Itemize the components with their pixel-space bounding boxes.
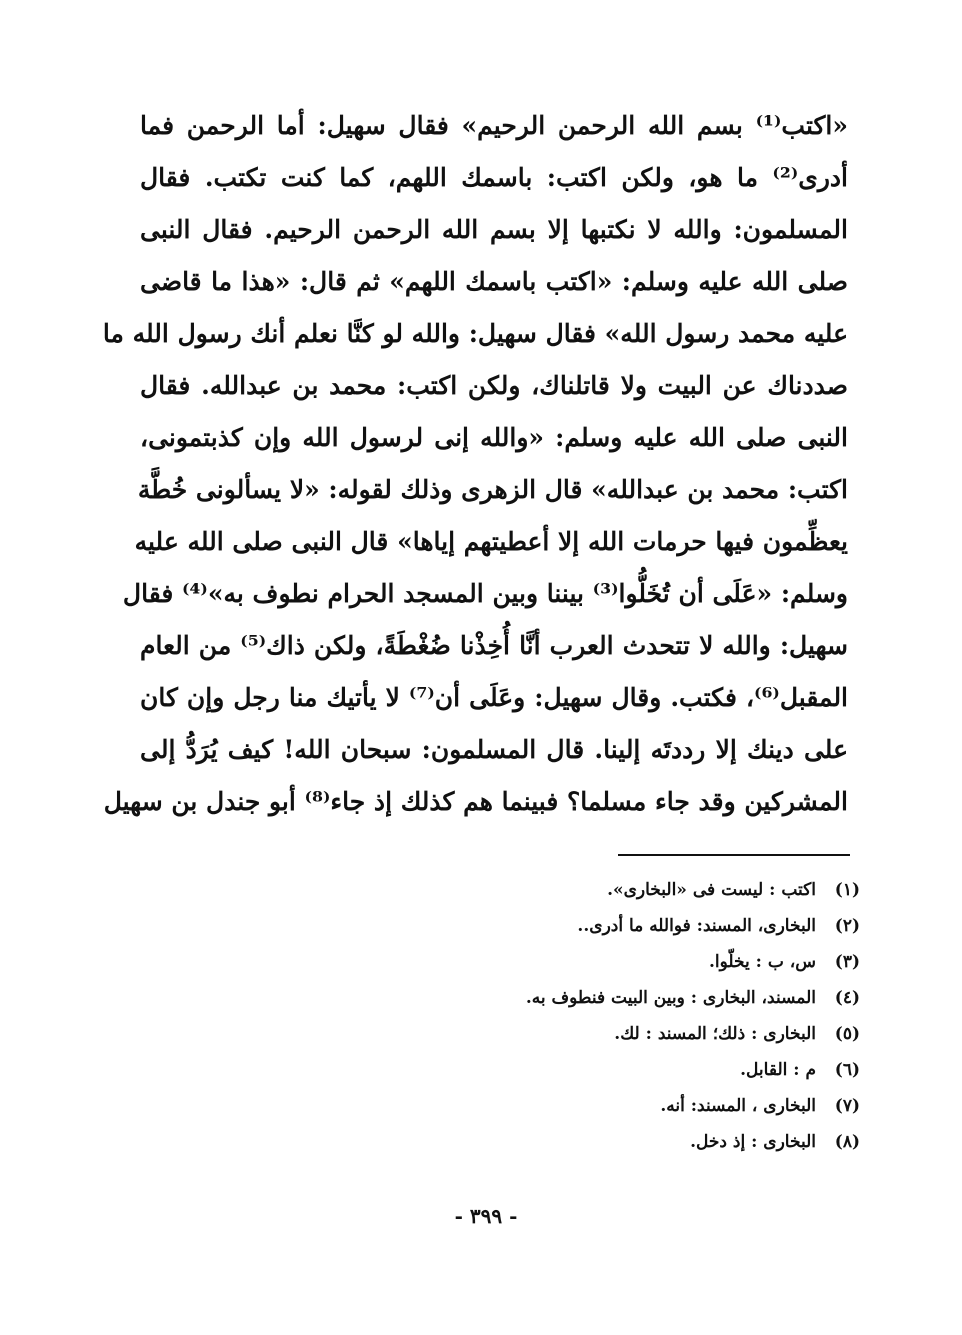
body-line: وسلم: «عَلَى أن تُخَلُّوا⁽³⁾ بيننا وبين المسجد الحرام نطوف به»⁽⁴⁾ فقال xyxy=(122,579,848,608)
footnote-item xyxy=(300,944,860,980)
footnote-item xyxy=(300,872,860,908)
footnote-number: (٣) xyxy=(834,952,860,972)
footnote-item xyxy=(300,1052,860,1088)
body-line: المقبل⁽⁶⁾، فكتب. وقال سهيل: وعَلَى أن⁽⁷⁾ لا يأتيك منا رجل وإن كان xyxy=(140,683,849,712)
body-line: أدرى⁽²⁾ ما هو، ولكن اكتب: باسمك اللهم، كما كنت تكتب. فقال xyxy=(140,163,848,192)
footnote-item xyxy=(300,980,860,1016)
body-line: «اكتب⁽¹⁾ بسم الله الرحمن الرحيم» فقال سهيل: أما الرحمن فما xyxy=(140,111,848,140)
body-line: على دينك إلا رددتَه إلينا. قال المسلمون: سبحان الله! كيف يُرَدُّ إلى xyxy=(140,735,848,764)
body-line: النبى صلى الله عليه وسلم: «والله إنى لرسول الله وإن كذبتمونى، xyxy=(140,423,848,452)
footnote-text: س، ب : يخلّوا. xyxy=(708,952,816,972)
footnote-number: (٧) xyxy=(834,1096,860,1116)
footnote-number: (٢) xyxy=(834,916,860,936)
footnote-number: (٦) xyxy=(834,1060,860,1080)
body-line: عليه محمد رسول الله» فقال سهيل: والله لو كنَّا نعلم أنك رسول الله ما xyxy=(102,319,848,348)
footnote-number: (٨) xyxy=(834,1132,860,1152)
body-line: صددناك عن البيت ولا قاتلناك، ولكن اكتب: محمد بن عبدالله. فقال xyxy=(140,371,848,400)
footnote-number: (٥) xyxy=(834,1024,860,1044)
footnote-item xyxy=(300,1088,860,1124)
footnote-text: م : القابل. xyxy=(740,1060,816,1080)
footnote-number: (٤) xyxy=(834,988,860,1008)
footnote-text: البخارى، المسند: فوالله ما أدرى.. xyxy=(577,916,816,936)
footnote-text: البخارى : إذ دخل. xyxy=(690,1132,816,1152)
footnote-number: (١) xyxy=(834,880,860,900)
body-line: يعظِّمون فيها حرمات الله إلا أعطيتهم إياها» قال النبى صلى الله عليه xyxy=(134,527,848,556)
footnote-item xyxy=(300,908,860,944)
body-line: صلى الله عليه وسلم: «اكتب باسمك اللهم» ثم قال: «هذا ما قاضى xyxy=(140,267,848,296)
footnote-text: اكتب : ليست فى «البخارى». xyxy=(607,880,816,900)
body-line: المسلمون: والله لا نكتبها إلا بسم الله الرحمن الرحيم. فقال النبى xyxy=(140,215,848,244)
body-line: المشركين وقد جاء مسلما؟ فبينما هم كذلك إذ جاء⁽⁸⁾ أبو جندل بن سهيل xyxy=(103,787,848,816)
footnote-separator xyxy=(618,854,850,856)
footnote-item xyxy=(300,1124,860,1160)
footnote-list xyxy=(300,872,860,1160)
footnote-text: المسند، البخارى : وبين البيت فنطوف به. xyxy=(525,988,816,1008)
footnote-item xyxy=(300,1016,860,1052)
body-text xyxy=(102,100,849,828)
page-number: - ٣٩٩ - xyxy=(454,1204,518,1228)
footnote-text: البخارى ، المسند: أنه. xyxy=(660,1096,816,1116)
body-line: اكتب: محمد بن عبدالله» قال الزهرى وذلك لقوله: «لا يسألونى خُطَّة xyxy=(137,475,848,504)
body-line: سهيل: والله لا تتحدث العرب أنَّا أُخِذْنا ضُغْطَةً، ولكن ذاك⁽⁵⁾ من العام xyxy=(140,631,848,660)
footnote-text: البخارى : ذلك؛ المسند : لك. xyxy=(614,1024,816,1044)
